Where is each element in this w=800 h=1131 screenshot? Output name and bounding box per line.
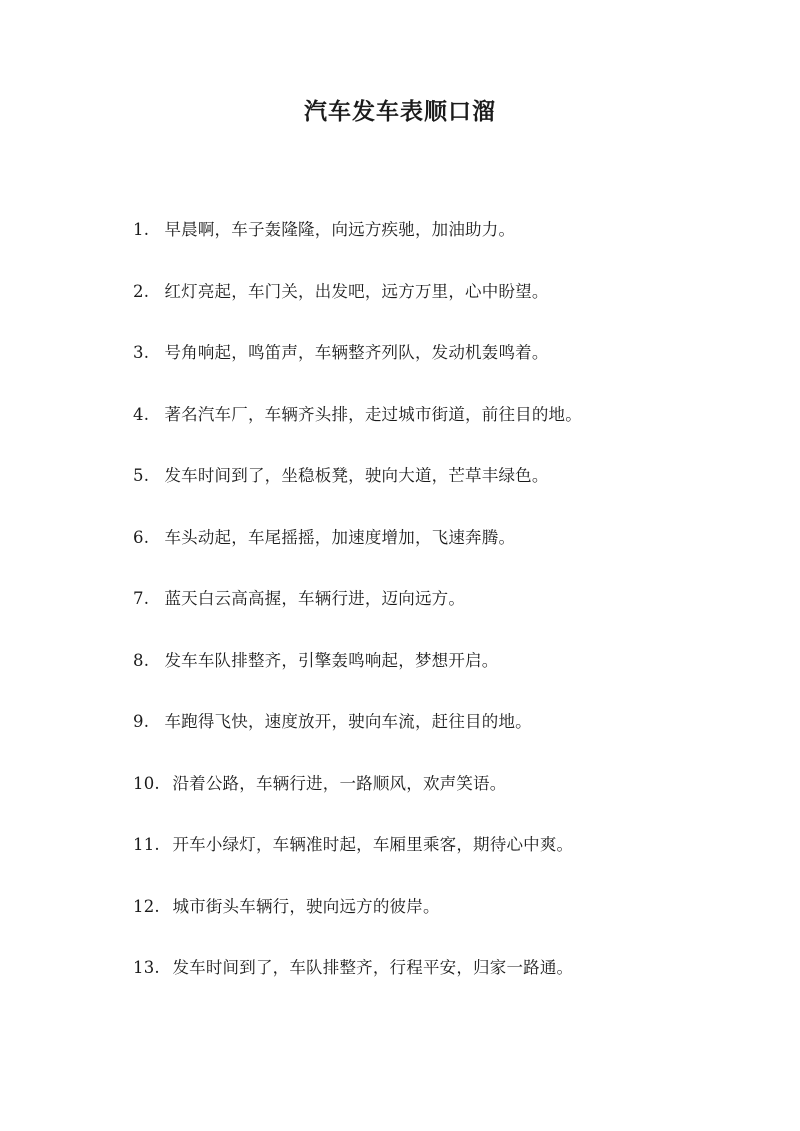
list-item bbox=[133, 768, 753, 830]
document-title: 汽车发车表顺口溜 bbox=[304, 98, 496, 125]
item-number: 2. bbox=[133, 281, 150, 301]
item-number: 4. bbox=[133, 404, 150, 424]
list-item bbox=[133, 460, 753, 522]
item-number: 5. bbox=[133, 466, 150, 485]
item-text: 蓝天白云高高握，车辆行进，迈向远方。 bbox=[164, 589, 466, 608]
item-number: 7. bbox=[133, 589, 150, 608]
item-number: 11. bbox=[133, 835, 160, 854]
item-text: 沿着公路，车辆行进，一路顺风，欢声笑语。 bbox=[172, 773, 507, 793]
item-text: 城市街头车辆行，驶向远方的彼岸。 bbox=[172, 896, 440, 916]
item-number: 8. bbox=[133, 650, 150, 670]
item-text: 著名汽车厂，车辆齐头排，走过城市街道，前往目的地。 bbox=[164, 404, 582, 424]
item-text: 车跑得飞快，速度放开，驶向车流，赶往目的地。 bbox=[164, 712, 532, 731]
item-text: 早晨啊，车子轰隆隆，向远方疾驰，加油助力。 bbox=[164, 220, 516, 239]
item-text: 开车小绿灯，车辆准时起，车厢里乘客，期待心中爽。 bbox=[172, 835, 574, 854]
item-text: 发车时间到了，坐稳板凳，驶向大道，芒草丰绿色。 bbox=[164, 466, 549, 485]
list-item bbox=[133, 829, 753, 891]
item-text: 发车车队排整齐，引擎轰鸣响起，梦想开启。 bbox=[164, 650, 499, 670]
rhyme-list bbox=[133, 214, 753, 1014]
list-item bbox=[133, 337, 753, 399]
list-item bbox=[133, 214, 753, 276]
item-number: 9. bbox=[133, 712, 150, 731]
list-item bbox=[133, 706, 753, 768]
item-text: 车头动起，车尾摇摇，加速度增加，飞速奔腾。 bbox=[164, 527, 516, 547]
item-number: 6. bbox=[133, 527, 150, 547]
list-item bbox=[133, 891, 753, 953]
list-item bbox=[133, 522, 753, 584]
item-text: 发车时间到了，车队排整齐，行程平安，归家一路通。 bbox=[172, 958, 574, 977]
item-number: 13. bbox=[133, 958, 160, 977]
list-item bbox=[133, 583, 753, 645]
list-item bbox=[133, 952, 753, 1014]
item-number: 3. bbox=[133, 343, 150, 362]
item-text: 号角响起，鸣笛声，车辆整齐列队，发动机轰鸣着。 bbox=[164, 343, 549, 362]
list-item bbox=[133, 645, 753, 707]
item-number: 1. bbox=[133, 220, 150, 239]
list-item bbox=[133, 399, 753, 461]
list-item bbox=[133, 276, 753, 338]
item-text: 红灯亮起，车门关，出发吧，远方万里，心中盼望。 bbox=[164, 281, 549, 301]
item-number: 10. bbox=[133, 773, 160, 793]
item-number: 12. bbox=[133, 896, 160, 916]
